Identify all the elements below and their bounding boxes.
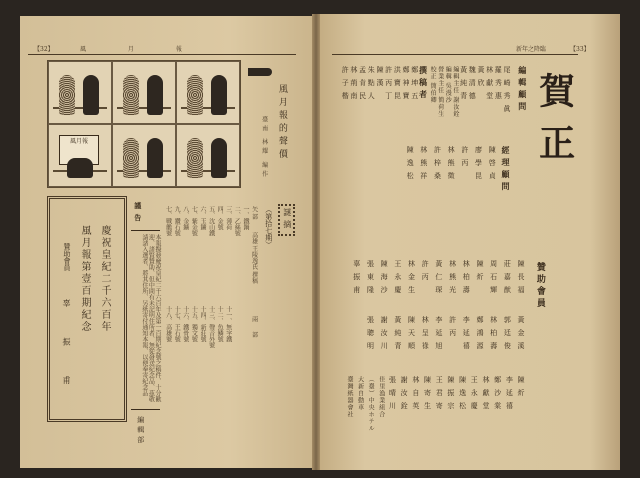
name-column: 黃金溪 — [517, 316, 525, 355]
name-column: 洪寶昆 — [393, 66, 402, 105]
name-column: 林自英 — [411, 376, 420, 415]
comic-panel — [48, 124, 112, 187]
name-column: 陳炘 — [475, 260, 484, 286]
name-column: 黃純青 — [393, 316, 402, 355]
name-column: 郭廷俊 — [503, 316, 512, 355]
riddle-section-2: 兩 部 — [250, 316, 258, 342]
riddle-section-1: 矢 部 — [250, 206, 258, 220]
running-title: 新年之降臨 — [516, 46, 547, 53]
members-title: 贊助會員 — [534, 262, 545, 310]
riddle-answer: 七、紫金號 — [190, 206, 198, 236]
notice-title: 謹告 — [133, 202, 143, 226]
donor-label: 贊助會員 — [63, 243, 71, 271]
riddle-title-box — [278, 204, 295, 236]
name-column: （臺）中央ホテル — [367, 376, 375, 432]
riddle-answer: 二、乙絲號 — [233, 206, 241, 236]
name-column: 陳啓貞 — [488, 146, 497, 185]
cartoon-author: 臺南 林耀 編作 — [260, 116, 268, 180]
name-column: 陳寄生 — [423, 376, 432, 415]
name-column: 羅秀惠 — [494, 66, 503, 105]
name-column: 陳振宗 — [446, 376, 455, 415]
name-column: 黃純青 — [459, 66, 468, 105]
riddle-answer: 三、薄荷 — [224, 206, 232, 230]
name-column: 張晴川 — [388, 376, 397, 415]
name-column: 李延禧 — [505, 376, 514, 415]
name-column: 鄭坤五 — [410, 66, 419, 105]
riddle-answer: 十一、無字鐵 — [224, 306, 232, 342]
riddle-answer: 十六、鐵骨號 — [181, 306, 189, 342]
name-column: 林呈祿 — [421, 316, 430, 355]
members-middle — [366, 316, 524, 355]
name-column: 林柏壽 — [462, 260, 471, 299]
name-column: 謝汝川 — [380, 316, 389, 355]
name-column: 林獻堂 — [481, 376, 490, 415]
comic-panel — [112, 124, 176, 187]
staff-list — [341, 66, 510, 118]
riddle-answer: 十八、高雄號 — [164, 306, 172, 342]
comic-panel — [48, 61, 112, 124]
contributors-title: 撰稿者 — [418, 66, 429, 102]
name-column: 林熊徵 — [447, 146, 456, 185]
name-column: 許梓桑 — [433, 146, 442, 185]
name-column: 臺灣紙器會社 — [345, 376, 353, 418]
notice-signature: 編輯部 — [136, 416, 145, 446]
donor-name: 辜 振 甫 — [62, 299, 71, 399]
business-advisors-list — [405, 146, 510, 194]
comic-panel — [112, 61, 176, 124]
name-column: 朱點人 — [367, 66, 376, 105]
riddle-answers-2 — [164, 306, 231, 348]
name-column: 許丙丁 — [384, 66, 393, 105]
page-number: 【32】 — [34, 46, 54, 53]
notice-body: 本報擬發慶祝皇紀二千六百年及第一百期紀念號之稿件、十分歡迎、諸賢贊助、但中間有未記明住所者、無從發送紀念品、茲敬請諸入選者、將其住所、另紙寄付通知本報、以便奉寄紀念品 — [131, 230, 160, 410]
name-column: 陳逸松 — [406, 146, 415, 185]
name-column: 許丙 — [460, 146, 469, 172]
comic-panel — [176, 61, 240, 124]
name-column: 林熊光 — [448, 260, 457, 299]
riddle-answer: 十四、新莊號 — [198, 306, 206, 342]
riddle-answer: 十三、聲音外號 — [207, 306, 215, 348]
members-lower — [345, 376, 524, 432]
name-column: 王永慶 — [470, 376, 479, 415]
riddle-answer: 九、鑽石號 — [173, 206, 181, 236]
name-column: 莊嘉猷 — [503, 260, 512, 299]
riddle-answer: 十二、魚鱗號 — [216, 306, 224, 342]
name-column: 林獻堂 — [485, 66, 494, 105]
name-column: 許丙 — [421, 260, 430, 286]
left-page — [20, 16, 320, 468]
name-column: 廖學昆 — [474, 146, 483, 185]
comic-strip — [47, 60, 241, 188]
riddle-answer: 十七、王石號 — [173, 306, 181, 342]
name-column: 許丙 — [448, 316, 457, 342]
riddle-answer: 四、金號 — [216, 206, 224, 230]
riddle-answers — [164, 206, 248, 236]
name-column: 編輯主任 謝汝銓 — [451, 66, 459, 118]
name-column: 佳里漁業組合 — [377, 376, 385, 418]
name-column: 陳天順 — [407, 316, 416, 355]
business-advisors-title: 經理顧問 — [501, 146, 511, 194]
name-column: 鄭沙棠 — [493, 376, 502, 415]
name-column: 陳逸松 — [458, 376, 467, 415]
riddle-answer: 五、沈山鐵 — [207, 206, 215, 236]
commemoration-line-1: 慶祝皇紀二千六百年 — [99, 225, 110, 333]
name-column: 編輯 吳漫沙 — [444, 66, 452, 104]
name-column: 李延禧 — [462, 316, 471, 355]
name-column: 周石輝 — [489, 260, 498, 299]
commemoration-box — [47, 196, 127, 422]
riddle-title: 謎摘 — [282, 208, 292, 232]
name-column: 鄭神寶 — [402, 66, 411, 105]
name-column: 林熊祥 — [419, 146, 428, 185]
name-column: 魏清德 — [468, 66, 477, 105]
cartoon-title: 風月報的聲價 — [276, 84, 287, 162]
name-column: 陳海沙 — [380, 260, 389, 299]
name-column: 林金生 — [407, 260, 416, 299]
header-rule — [28, 54, 296, 55]
riddle-answer: 六、玉鑛 — [198, 206, 206, 230]
name-column: 張東隆 — [366, 260, 375, 299]
riddle-answer: 十五、獨文號 — [190, 306, 198, 342]
running-title: 風 月 報 — [80, 46, 202, 53]
pointing-hand-icon — [248, 68, 272, 76]
name-column: 林荊南 — [349, 66, 358, 105]
name-column: 李延旭 — [434, 316, 443, 355]
new-year-greeting: 賀正 — [533, 72, 576, 176]
header-rule — [332, 54, 578, 55]
commemoration-line-2: 風月報第壹百期紀念 — [79, 225, 90, 333]
name-column: 黃欣 — [476, 66, 485, 92]
name-column: 辜振甫 — [352, 260, 361, 299]
members-upper — [352, 260, 524, 299]
riddle-answer: 八、金鑛 — [181, 206, 189, 230]
editorial-advisors-title: 編輯顧問 — [517, 66, 528, 114]
name-column: 謝汝銓 — [400, 376, 409, 415]
page-number: 【33】 — [570, 46, 590, 53]
name-column: 陳炘 — [517, 376, 525, 402]
name-column: 孟肯民 — [358, 66, 367, 105]
name-column: 陳長福 — [517, 260, 525, 299]
riddle-issue: （第拾七期） — [264, 206, 273, 248]
name-column: 陳漢 — [375, 66, 384, 92]
name-column: 許子楷 — [341, 66, 350, 105]
name-column: 尾崎秀眞 — [503, 66, 511, 118]
name-column: 黃仁琛 — [434, 260, 443, 299]
riddle-answer: 一、鐵鍋 — [241, 206, 249, 230]
name-column: 鄭鴻源 — [475, 316, 484, 355]
riddle-compiler: 高雄 王陵逸氏 撰稿 — [250, 232, 258, 284]
name-column: 大新自動車 — [356, 376, 364, 411]
name-column: 林柏壽 — [489, 316, 498, 355]
name-column: 校正 簡伯卿 — [429, 66, 437, 104]
name-column: 張聰明 — [366, 316, 375, 355]
comic-panel — [176, 124, 240, 187]
book-label: 風月報 — [59, 135, 99, 165]
right-page — [320, 14, 620, 470]
book-gutter — [312, 14, 320, 470]
riddle-answer: 七、戰艦號 — [164, 206, 172, 236]
name-column: 王永慶 — [393, 260, 402, 299]
name-column: 王君寄 — [435, 376, 444, 415]
name-column: 營業主任 簡荷生 — [436, 66, 444, 118]
